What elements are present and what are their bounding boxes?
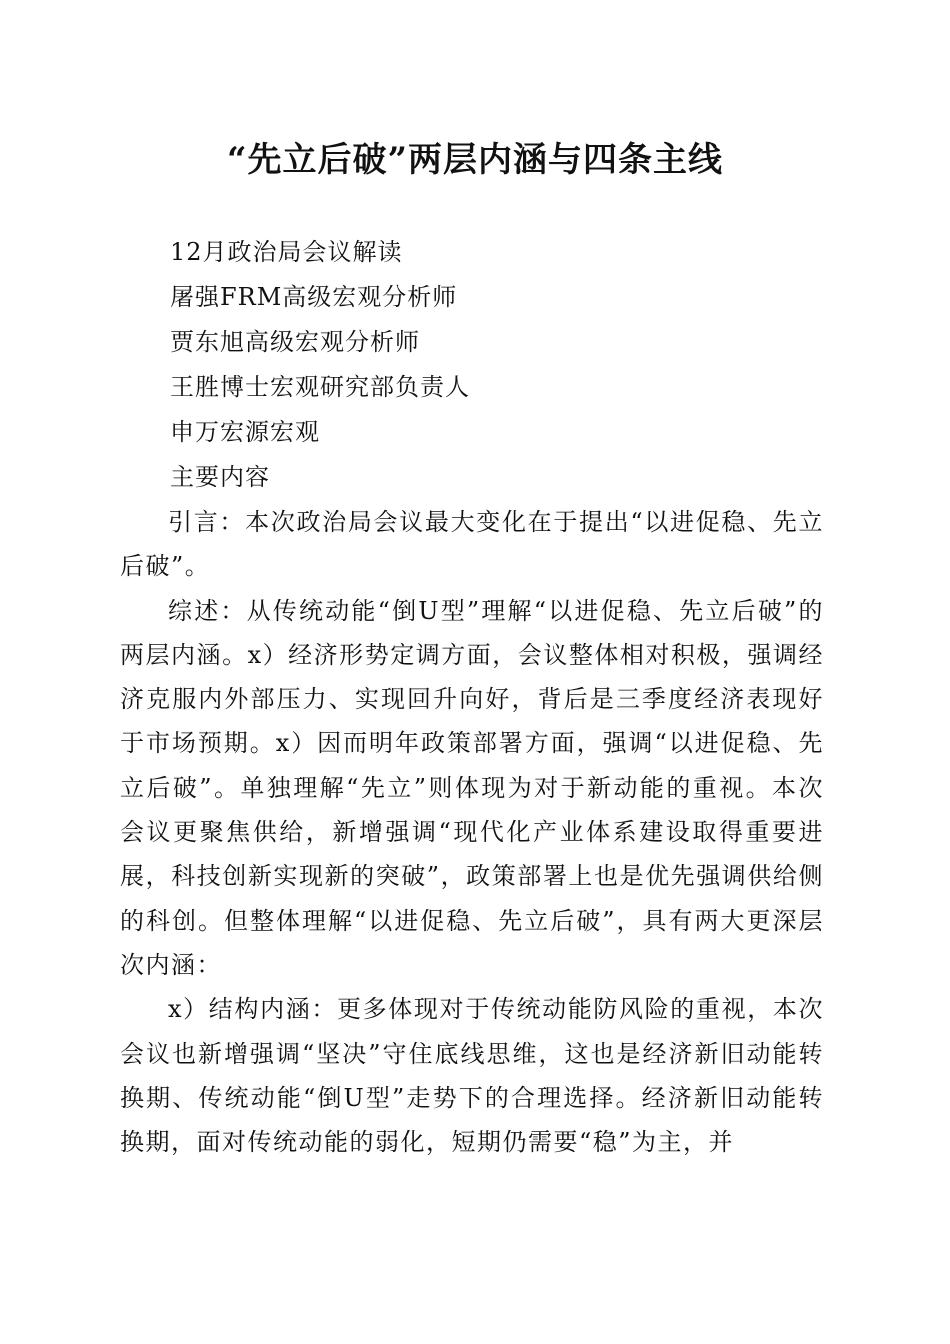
- paragraph-summary: 综述：从传统动能“倒U型”理解“以进促稳、先立后破”的两层内涵。x）经济形势定调方面，会议整体相对积极，强调经济克服内外部压力、实现回升向好，背后是三季度经济表现好于市场预期。x）因而明年政策部署方面，强调“以进促稳、先立后破”。单独理解“先立”则体现为对于新动能的重视。本次会议更聚焦供给，新增强调“现代化产业体系建设取得重要进展，科技创新实现新的突破”，政策部署上也是优先强调供给侧的科创。但整体理解“以进促稳、先立后破”，具有两大更深层次内涵：: [120, 596, 824, 979]
- meta-author-1: 屠强FRM高级宏观分析师: [170, 283, 458, 311]
- document-title: “先立后破”两层内涵与四条主线: [226, 140, 724, 180]
- paragraph-structure: x）结构内涵：更多体现对于传统动能防风险的重视，本次会议也新增强调“坚决”守住底线思维，这也是经济新旧动能转换期、传统动能“倒U型”走势下的合理选择。经济新旧动能转换期，面对传统动能的弱化，短期仍需要“稳”为主，并: [120, 995, 824, 1157]
- meta-subtitle: 12月政治局会议解读: [170, 238, 403, 266]
- document-meta: [170, 230, 830, 500]
- paragraph-intro: 引言：本次政治局会议最大变化在于提出“以进促稳、先立后破”。: [120, 508, 824, 581]
- meta-author-3: 王胜博士宏观研究部负责人: [170, 373, 470, 401]
- meta-author-2: 贾东旭高级宏观分析师: [170, 328, 420, 356]
- document-body: [120, 500, 824, 1164]
- meta-section-heading: 主要内容: [170, 463, 270, 491]
- meta-source: 申万宏源宏观: [170, 418, 320, 446]
